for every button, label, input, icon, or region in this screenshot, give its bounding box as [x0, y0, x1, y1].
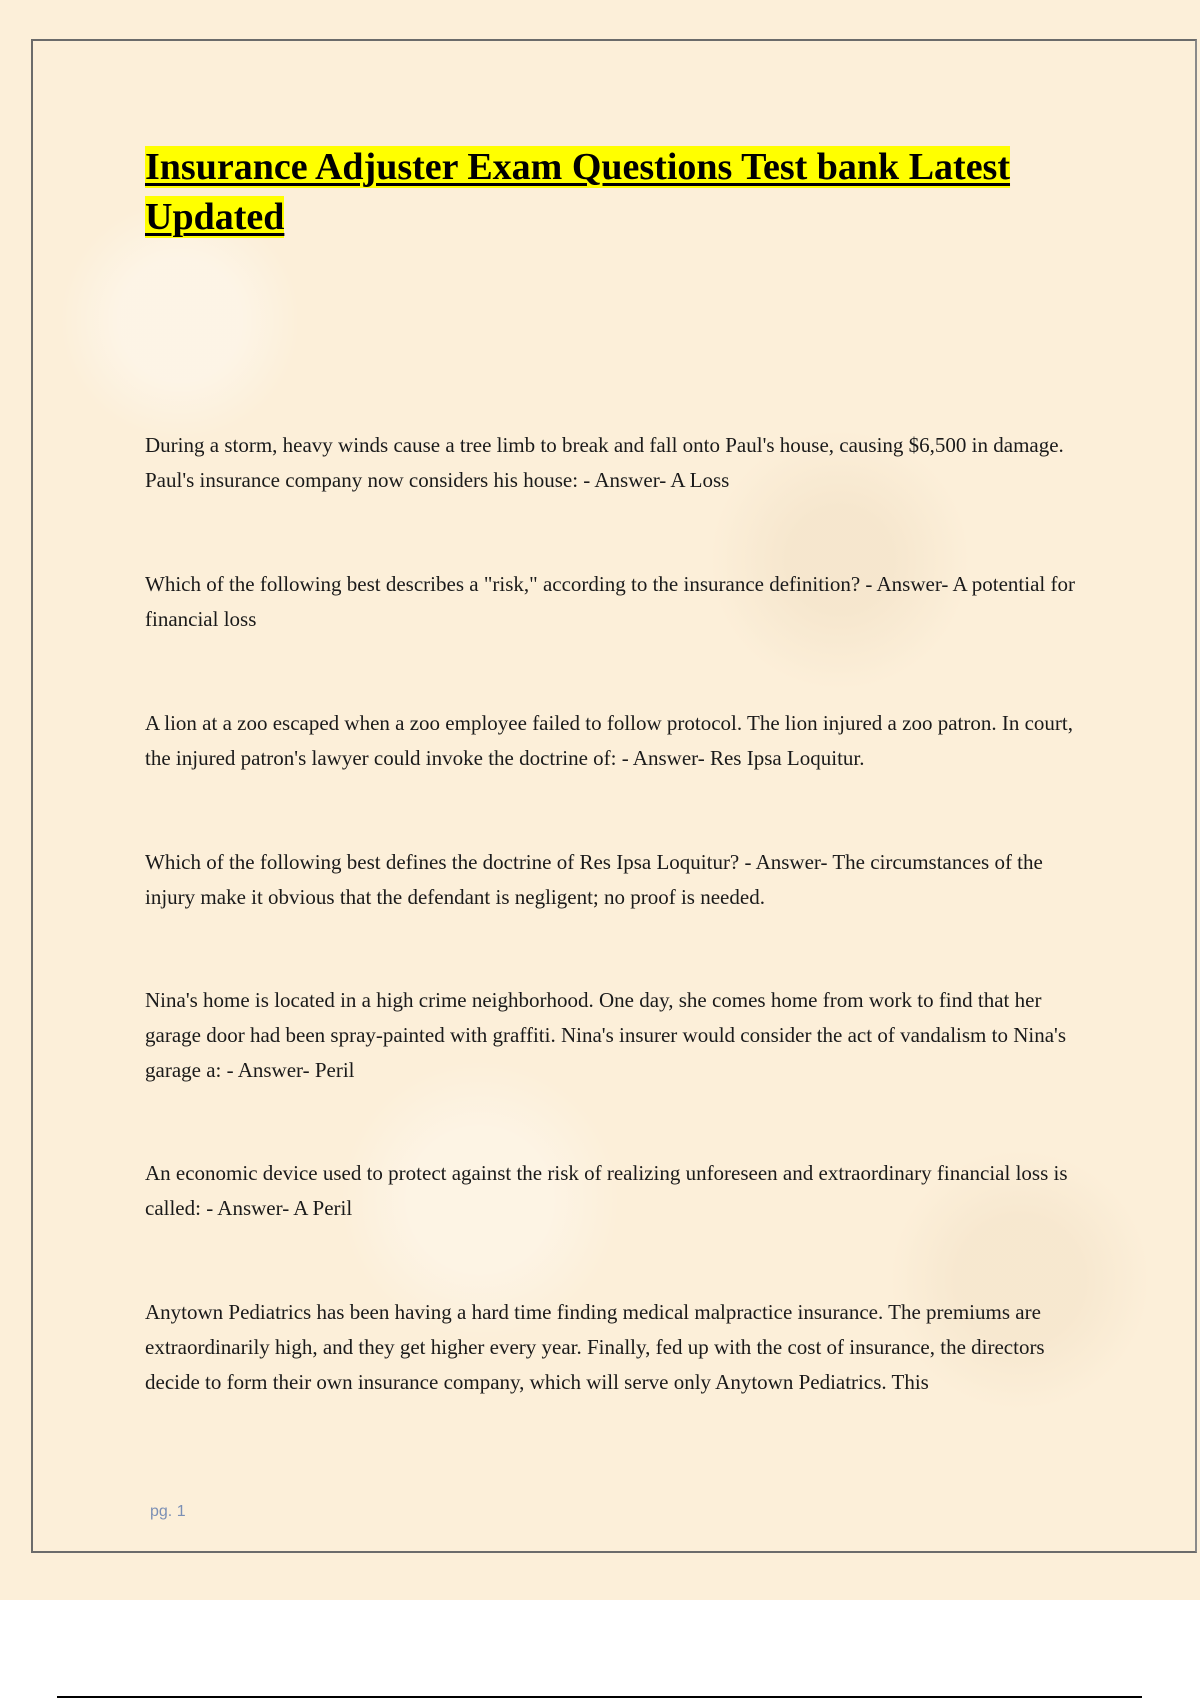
page-number: pg. 1 [150, 1503, 186, 1520]
question-paragraph: A lion at a zoo escaped when a zoo employee failed to follow protocol. The lion injured a zoo patron. In court, the injured patron's lawyer could invoke the doctrine of: - Answer- Res Ipsa Loquitur. [145, 711, 1073, 770]
question-paragraph: Which of the following best defines the doctrine of Res Ipsa Loquitur? - Answer- The circumstances of the injury make it obvious that the defendant is negligent; no proof is needed. [145, 850, 1043, 909]
question-paragraph: Which of the following best describes a "risk," according to the insurance definition? - Answer- A potential for financial loss [145, 572, 1075, 631]
question-paragraph: Anytown Pediatrics has been having a hard time finding medical malpractice insurance. The premiums are extraordinarily high, and they get higher every year. Finally, fed up with the cost of insurance, the directors decide to form their own insurance company, which will serve only Anytown Pediatrics. This [145, 1300, 1045, 1394]
document-title-text: Insurance Adjuster Exam Questions Test bank Latest Updated [145, 146, 1011, 238]
question-paragraph: During a storm, heavy winds cause a tree limb to break and fall onto Paul's house, causing $6,500 in damage. Paul's insurance company now considers his house: - Answer- A Loss [145, 433, 1064, 492]
footer-divider [57, 1696, 1142, 1698]
question-paragraph: Nina's home is located in a high crime neighborhood. One day, she comes home from work to find that her garage door had been spray-painted with graffiti. Nina's insurer would consider the act of vandalism to Nina's garage a: - Answer- Peril [145, 988, 1066, 1082]
document-title [145, 142, 1085, 242]
question-paragraph: An economic device used to protect against the risk of realizing unforeseen and extraordinary financial loss is called: - Answer- A Peril [145, 1161, 1068, 1220]
